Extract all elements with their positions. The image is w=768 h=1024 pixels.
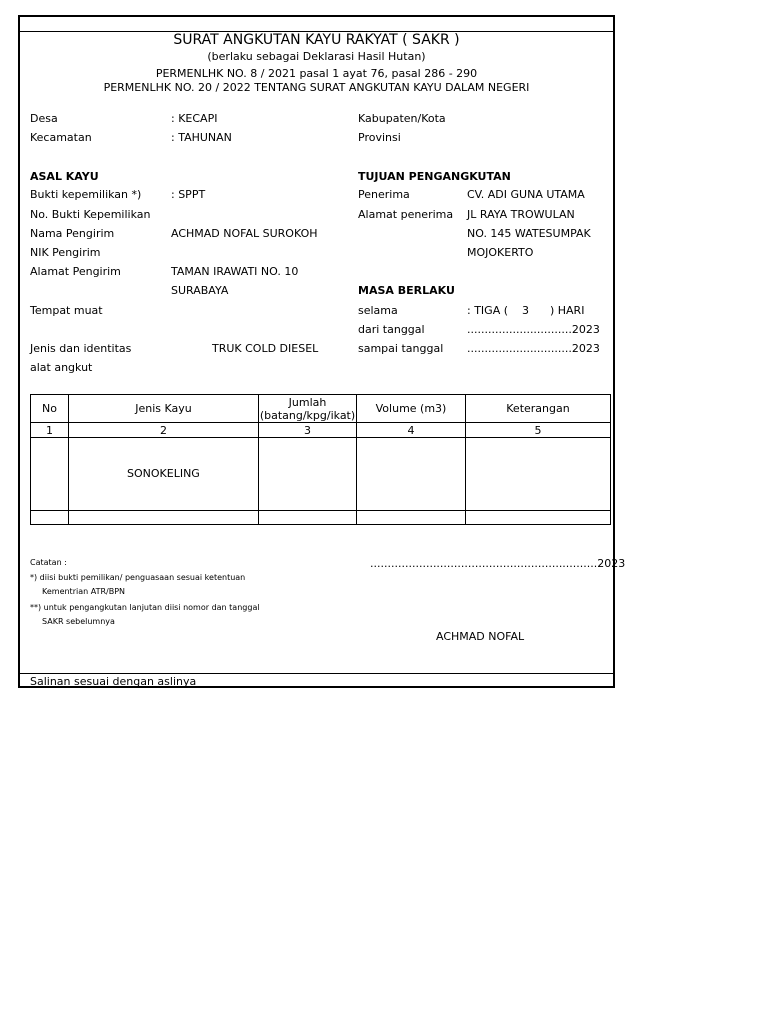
alamat-penerima-value-2: NO. 145 WATESUMPAK	[467, 227, 591, 240]
tempat-muat-label: Tempat muat	[30, 304, 103, 317]
tujuan-heading: TUJUAN PENGANGKUTAN	[358, 170, 511, 183]
selama-value: : TIGA ( 3 ) HARI	[467, 304, 585, 317]
regulation-line-2: PERMENLHK NO. 20 / 2022 TENTANG SURAT ANGKUTAN KAYU DALAM NEGERI	[103, 81, 530, 94]
table-header-row	[31, 395, 611, 423]
bottom-divider	[20, 673, 613, 674]
desa-value: : KECAPI	[171, 112, 218, 125]
header-no: No	[31, 395, 69, 423]
cell-volume	[357, 511, 466, 525]
provinsi-label: Provinsi	[358, 131, 401, 144]
jenis-kayu-value: SONOKELING	[127, 467, 200, 480]
table-row	[31, 438, 611, 511]
header-jumlah-line-1: Jumlah	[288, 395, 327, 409]
cell-keterangan	[466, 511, 611, 525]
note-2-line-2: SAKR sebelumnya	[42, 617, 115, 626]
alamat-pengirim-label: Alamat Pengirim	[30, 265, 121, 278]
nik-label: NIK Pengirim	[30, 246, 101, 259]
kecamatan-label: Kecamatan	[30, 131, 92, 144]
penerima-value: CV. ADI GUNA UTAMA	[467, 188, 585, 201]
signature-date: .................................................................2023	[370, 557, 626, 570]
document-frame	[18, 15, 626, 688]
header-volume: Volume (m3)	[357, 395, 466, 423]
column-number: 1	[31, 423, 69, 438]
document-subtitle: (berlaku sebagai Deklarasi Hasil Hutan)	[207, 50, 426, 63]
salinan-text: Salinan sesuai dengan aslinya	[30, 675, 197, 688]
masa-berlaku-heading: MASA BERLAKU	[358, 284, 455, 297]
cell-jumlah	[259, 438, 357, 511]
document-title: SURAT ANGKUTAN KAYU RAKYAT ( SAKR )	[173, 32, 460, 48]
kayu-table	[30, 394, 611, 525]
sampai-tanggal-label: sampai tanggal	[358, 342, 444, 355]
header-jumlah	[259, 395, 357, 423]
alamat-penerima-value-1: JL RAYA TROWULAN	[467, 208, 575, 221]
alamat-pengirim-value-2: SURABAYA	[171, 284, 229, 297]
asal-kayu-heading: ASAL KAYU	[30, 170, 99, 183]
table-number-row	[31, 423, 611, 438]
header-jumlah-line-2: (batang/kpg/ikat)	[259, 408, 356, 422]
jenis-identitas-label-1: Jenis dan identitas	[30, 342, 132, 355]
penerima-label: Penerima	[358, 188, 410, 201]
column-number: 4	[357, 423, 466, 438]
cell-no	[31, 511, 69, 525]
header-keterangan: Keterangan	[466, 395, 611, 423]
jenis-identitas-value: TRUK COLD DIESEL	[212, 342, 319, 355]
note-2-line-1: **) untuk pengangkutan lanjutan diisi nomor dan tanggal	[30, 603, 260, 612]
cell-no	[31, 438, 69, 511]
jenis-identitas-label-2: alat angkut	[30, 361, 93, 374]
table-row	[31, 511, 611, 525]
signer-name: ACHMAD NOFAL	[436, 630, 525, 643]
cell-keterangan	[466, 438, 611, 511]
alamat-penerima-value-3: MOJOKERTO	[467, 246, 534, 259]
alamat-pengirim-value-1: TAMAN IRAWATI NO. 10	[171, 265, 299, 278]
note-1-line-2: Kementrian ATR/BPN	[42, 587, 126, 596]
column-number: 3	[259, 423, 357, 438]
note-1-line-1: *) diisi bukti pemilikan/ penguasaan sesuai ketentuan	[30, 573, 246, 582]
cell-jumlah	[259, 511, 357, 525]
cell-volume	[357, 438, 466, 511]
bukti-label: Bukti kepemilikan *)	[30, 188, 142, 201]
catatan-label: Catatan :	[30, 558, 67, 567]
cell-jenis-kayu	[69, 438, 259, 511]
nama-pengirim-label: Nama Pengirim	[30, 227, 115, 240]
selama-label: selama	[358, 304, 398, 317]
column-number: 2	[69, 423, 259, 438]
kabupaten-label: Kabupaten/Kota	[358, 112, 446, 125]
header-jenis-kayu: Jenis Kayu	[69, 395, 259, 423]
dari-tanggal-value: ..............................2023	[467, 323, 600, 336]
sampai-tanggal-value: ..............................2023	[467, 342, 600, 355]
dari-tanggal-label: dari tanggal	[358, 323, 425, 336]
desa-label: Desa	[30, 112, 58, 125]
regulation-line-1: PERMENLHK NO. 8 / 2021 pasal 1 ayat 76, pasal 286 - 290	[155, 67, 478, 80]
no-bukti-label: No. Bukti Kepemilikan	[30, 208, 151, 221]
column-number: 5	[466, 423, 611, 438]
cell-jenis-kayu	[69, 511, 259, 525]
kecamatan-value: : TAHUNAN	[171, 131, 232, 144]
alamat-penerima-label: Alamat penerima	[358, 208, 454, 221]
bukti-value: : SPPT	[171, 188, 206, 201]
nama-pengirim-value: ACHMAD NOFAL SUROKOH	[171, 227, 318, 240]
